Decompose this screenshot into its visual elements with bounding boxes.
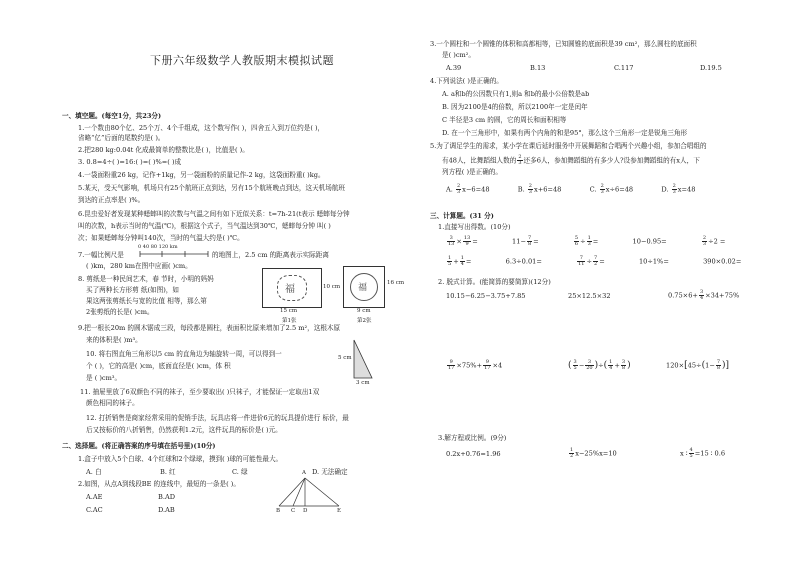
choice-1-option-b: B. 红 [160,468,176,476]
right-triangle-figure [352,340,374,380]
question-10-line-3: 是 ( )cm³。 [86,374,122,382]
choice-5-line-3: 列方程( )是正确的。 [442,168,502,176]
question-11-line-1: 11. 抽屉里放了6双颜色不同的袜子，至少要取出( )只袜子，才能保证一定取出1双 [80,388,320,396]
question-4: 4.一袋面粉重26 kg，记作+1kg，另一袋面粉的质量记作-2 kg，这袋面粉重( )kg。 [78,171,325,179]
question-9-line-1: 9.把一根长20m 的圆木锯成三段，每段都是圆柱，表面积比原来增加了2.5 m²，这根木原 [78,324,341,332]
mixed-calc-2: 25×12.5×32 [568,292,611,300]
choice-2-stem: 2.如图，从点A到线段BE 的连线中，最短的一条是( )。 [78,480,240,488]
question-8-line-2: 买了两种长方形剪 纸(如图)，如 [86,286,179,294]
mixed-calc-5: ( $\frac{3}{5}$ − $\frac{3}{20}$ )÷( $\frac{1}{4}$ + $\frac{3}{8}$ ) [568,359,631,371]
choice-4-option-d: D. 在一个三角形中，如果有两个内角的和是95°，那么这个三角形一定是锐角三角形 [442,129,688,137]
figure-1-width-label: 15 cm [280,308,298,314]
fraction-2-3: $\frac{2}{3}$ [518,154,522,166]
choice-4-stem: 4.下列说法( )是正确的。 [430,77,503,85]
figure-1-caption: 第1张 [282,318,297,324]
choice-2-option-a: A.AE [86,493,103,501]
choice-3-option-b: B.13 [530,64,546,72]
question-6-line-2: 叫的次数，h表示当时的气温(℃)，根据这个式子，当气温达到30℃，蟋蟀每分钟 叫( ) [78,222,331,230]
choice-1-option-a: A. 白 [86,468,102,476]
choice-3-option-c: C.117 [614,64,634,72]
question-12-line-2: 后又按标价的八折销售，仍然获利1.2元，这件玩具的标价是( )元。 [86,426,282,434]
section-3-heading: 三、计算题。(31 分) [430,212,494,220]
page-title: 下册六年级数学人教版期末模拟试题 [150,54,334,67]
papercut-2-char: 福 [358,283,368,293]
mixed-calc-4: $\frac{9}{17}$ ×75%+ $\frac{9}{17}$ ×4 [448,359,503,371]
figure-point-e: E [337,508,342,514]
equation-1: 0.2x+0.76=1.96 [446,450,501,458]
question-2: 2.把280 kg:0.04t 化成最简单的整数比是( )，比值是( )。 [78,146,249,154]
question-12-line-1: 12. 打折销售是商家经常采用的促销手法，玩具店将一件进价6元的玩具提价进行 标价，最 [86,414,349,422]
choice-2-option-c: C.AC [86,506,103,514]
choice-3-line-2: 是( )cm²。 [442,51,476,59]
question-8-line-4: 2张剪纸的长是( )cm。 [86,308,154,316]
direct-calc-row-2: $\frac{1}{5}$ + $\frac{1}{4}$ = 6.3÷0.01= $\frac{7}{11}$ ÷ $\frac{7}{2}$ = 10÷1%= 390×0.02= [448,255,742,267]
figure-1-height-label: 10 cm [323,284,341,290]
triangle-base-label: 3 cm [356,380,370,386]
section-2-heading: 二、选择题。(将正确答案的序号填在括号里)(10分) [62,442,216,450]
scale-bar-labels: 0 40 80 120 km [138,244,178,250]
choice-3-option-d: D.19.5 [700,64,722,72]
question-5-line-1: 5.某天，受天气影响，机场只有25个航班正点到达，另有15个航班晚点到达，这天机场航班 [78,184,346,192]
direct-calc-row-1: $\frac{3}{13}$ × $\frac{13}{9}$ = 11− $\frac{7}{8}$ = $\frac{5}{6}$ ÷ $\frac{1}{3}$ = 10−0.95= $\frac{2}{3}$ ÷2 = [448,235,726,247]
question-7-line-2: ( )km，280 km在图中应画( )cm。 [86,262,192,270]
equation-3: x ∶ $\frac{4}{5}$ =15 ∶ 0.6 [680,447,726,459]
question-10-line-2: 个 ( )，它的高是( )cm，底面直径是( )cm，体 积 [86,362,231,370]
choice-2-option-d: D.AB [158,506,175,514]
choice-1-option-d: D. 无法确定 [312,468,348,476]
question-8-line-1: 8. 剪纸是一种民间艺术，春 节时，小明的妈妈 [78,275,214,283]
figure-point-a: A [302,470,306,476]
question-10-line-1: 10. 将右图直角三角形以5 cm 的直角边为轴旋转一周，可以得到一 [86,350,282,358]
figure-point-c: C [291,508,296,514]
choice-3-option-a: A.39 [446,64,462,72]
choice-4-option-b: B. 因为2100是4的倍数，所以2100年一定是闰年 [442,103,588,111]
triangle-height-label: 5 cm [338,355,352,361]
papercut-figure-1 [262,268,322,308]
question-7-line-1b: 的地图上，2.5 cm 的距离表示实际距离 [212,251,329,259]
mixed-calc-heading: 2. 脱式计算。(能简算的要简算)(12分) [438,278,551,286]
scale-bar [140,251,210,257]
mixed-calc-1: 10.15−6.25−3.75+7.85 [446,292,526,300]
choice-3-line-1: 3.一个圆柱和一个圆锥的体积和高都相等，已知圆锥的底面积是39 cm²，那么圆柱的底面积 [430,40,697,48]
papercut-figure-2 [343,266,385,308]
mixed-calc-6: 120×[45÷(1− $\frac{7}{8}$ )] [666,359,730,371]
choice-5-options: A. $\frac{2}{3}$ x−6=48 B. $\frac{2}{3}$ x+6=48 C. $\frac{2}{3}$ x÷6=48 D. $\frac{2}{3}$ x=48 [446,183,696,195]
question-5-line-2: 到达的正点率是( )%。 [78,196,145,204]
section-1-heading: 一、填空题。(每空1分，共23分) [62,112,162,120]
equation-heading: 3.解方程或比例。(9分) [438,434,507,442]
choice-5-line-1: 5.为了调足学生的需求，某小学在课后延时服务中开展舞蹈和合唱两个兴趣小组，参加合唱组的 [430,142,707,150]
direct-calc-heading: 1.直接写出得数。(10分) [438,223,511,231]
question-6-line-3: 次；如果蟋蟀每分钟叫140次，当时的气温大约是( )℃。 [78,234,244,242]
question-7-line-1: 7.一幅比例尺是 [78,251,124,259]
choice-5-line-2b: 还多6人，参加舞蹈组的有多少人?设参加舞蹈组的有x人，下 [523,156,700,165]
choice-1-option-c: C. 绿 [232,468,248,476]
choice-4-option-c: C 半径是3 cm 的圆，它的周长和面积相等 [442,116,567,124]
equation-2: $\frac{1}{2}$ x−25%x=10 [570,447,617,459]
question-11-line-2: 颜色相同的袜子。 [86,399,139,407]
choice-5-line-2a: 有48人，比舞蹈组人数的 [442,156,517,165]
figure-2-caption: 第2张 [357,318,372,324]
figure-point-b: B [276,508,281,514]
question-9-line-2: 来的体积是( )m³。 [86,336,142,344]
question-8-line-3: 果这两张剪纸长与宽的比值 相等，那么第 [86,297,207,305]
question-1-line-2: 省略“亿”后面的尾数约是( )。 [78,134,165,142]
papercut-1-char: 福 [285,284,295,295]
question-3: 3. 0.8=4÷( )=16:( )=( )%=( )成 [78,158,182,166]
choice-5-line-2 [442,155,700,166]
figure-point-d: D [303,508,308,514]
point-line-figure [275,476,343,510]
mixed-calc-3: 0.75×6+ $\frac{3}{4}$ ×34+75% [668,289,740,301]
figure-2-width-label: 9 cm [357,308,371,314]
figure-2-height-label: 16 cm [387,280,405,286]
choice-1-stem: 1.盒子中放入5个白球、4个红球和2个绿球，摸到( )球的可能性最大。 [78,455,283,463]
choice-4-option-a: A. a和b的公因数只有1,则a 和b的最小公倍数是ab [442,90,590,98]
question-1-line-1: 1.一个数由80个亿、25个万、4个千组成，这个数写作( )，四舍五入到万位约是( )， [78,124,325,132]
choice-2-option-b: B.AD [158,493,175,501]
question-6-line-1: 6.昆虫爱好者发现某种蟋蟀叫的次数与气温之间有如下近似关系：t=7h-21(t表示 蟋蟀每分钟 [78,210,350,218]
